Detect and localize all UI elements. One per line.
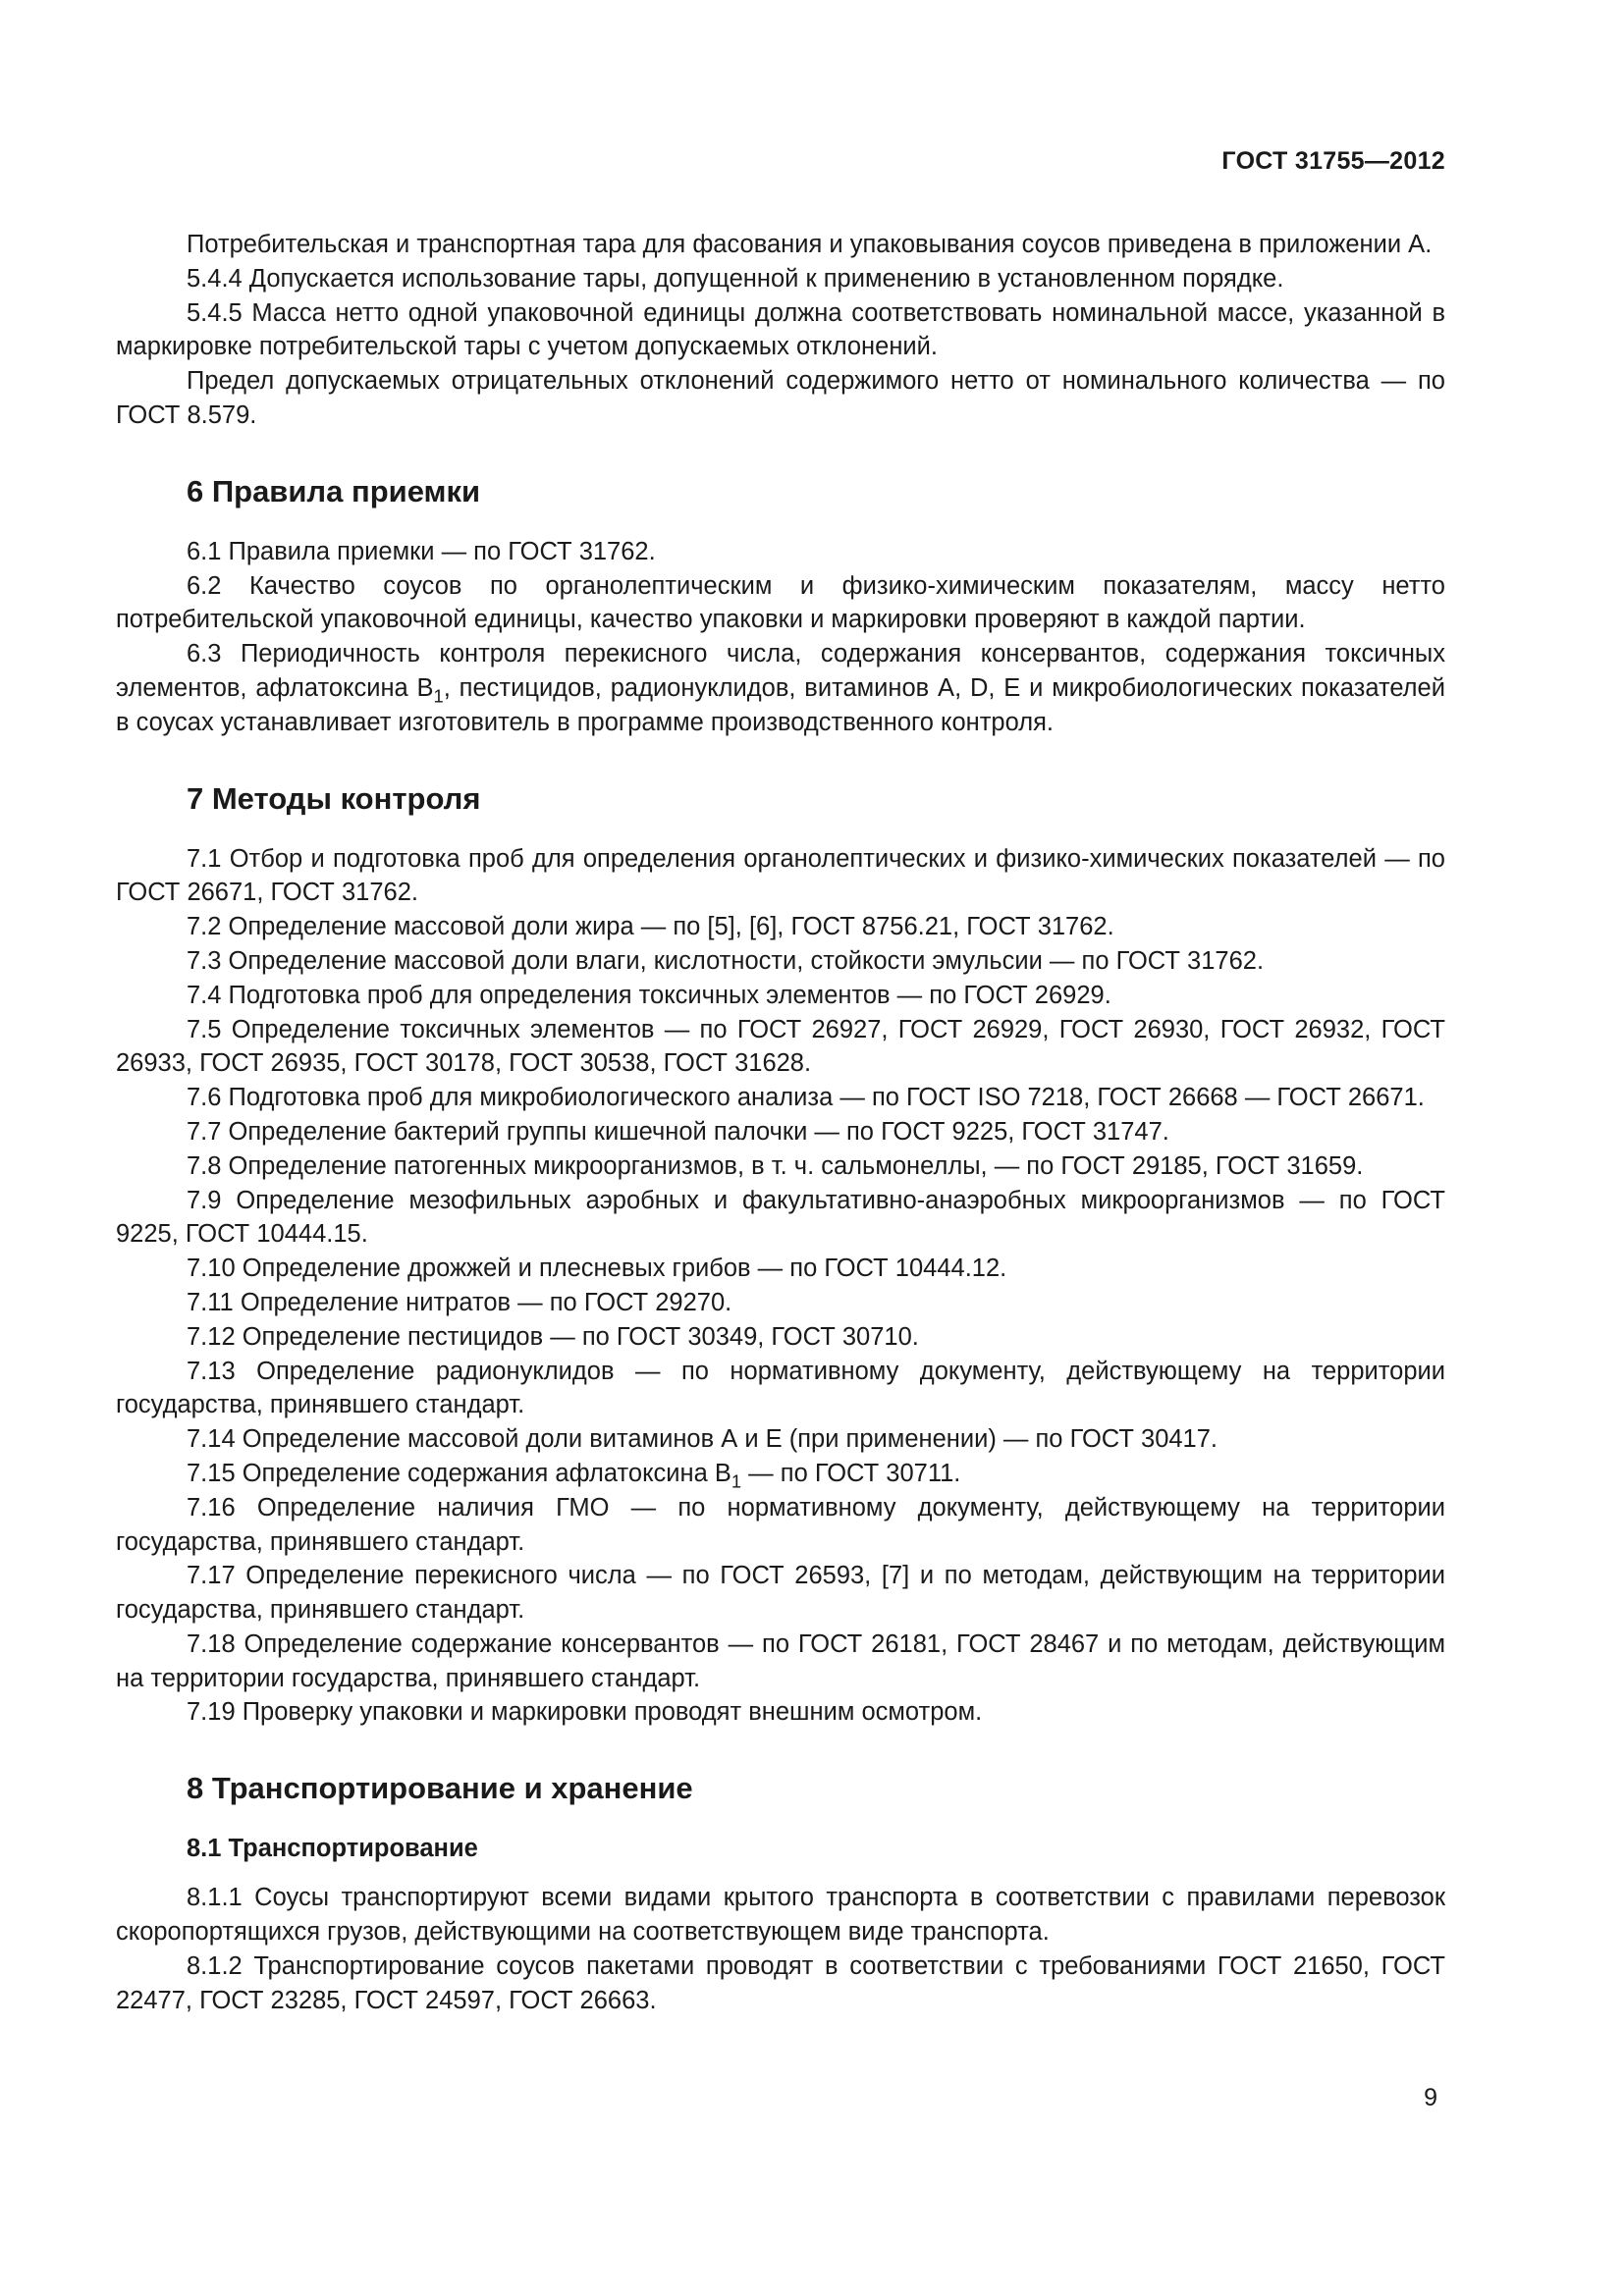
paragraph: 5.4.5 Масса нетто одной упаковочной единицы должна соответствовать номинальной массе, указанной в маркировке потребительской тары с учетом допускаемых отклонений. bbox=[116, 298, 1445, 361]
document-body bbox=[116, 228, 1445, 2017]
paragraph: 6.2 Качество соусов по органолептическим и физико-химическим показателям, массу нетто потребительской упаковочной единицы, качество упаковки и маркировки проверяют в каждой партии. bbox=[116, 571, 1445, 634]
paragraph: Предел допускаемых отрицательных отклонений содержимого нетто от номинального количества — по ГОСТ 8.579. bbox=[116, 367, 1445, 429]
subsection-heading-8-1: 8.1 Транспортирование bbox=[187, 1835, 478, 1863]
paragraph: 7.2 Определение массовой доли жира — по [5], [6], ГОСТ 8756.21, ГОСТ 31762. bbox=[187, 913, 1114, 941]
paragraph: 7.5 Определение токсичных элементов — по ГОСТ 26927, ГОСТ 26929, ГОСТ 26930, ГОСТ 26932, ГОСТ 26933, ГОСТ 26935, ГОСТ 30178, ГОСТ 30538, ГОСТ 31628. bbox=[116, 1015, 1445, 1078]
page-number: 9 bbox=[1424, 2084, 1437, 2111]
subscript: 1 bbox=[731, 1470, 742, 1492]
text-run: 6.3 Периодичность контроля перекисного числа, содержания консервантов, содержания токсичных элементов, афлатоксина В bbox=[116, 640, 1445, 702]
paragraph: 7.7 Определение бактерий группы кишечной палочки — по ГОСТ 9225, ГОСТ 31747. bbox=[187, 1117, 1169, 1146]
paragraph: 7.14 Определение массовой доли витаминов А и Е (при применении) — по ГОСТ 30417. bbox=[187, 1425, 1218, 1454]
paragraph: 7.11 Определение нитратов — по ГОСТ 29270. bbox=[187, 1288, 732, 1316]
paragraph: 7.17 Определение перекисного числа — по ГОСТ 26593, [7] и по методам, действующим на территории государства, принявшего стандарт. bbox=[116, 1562, 1445, 1625]
paragraph bbox=[116, 1457, 1445, 1491]
paragraph: 7.13 Определение радионуклидов — по нормативному документу, действующему на территории государства, принявшего стандарт. bbox=[116, 1357, 1445, 1419]
paragraph: 7.9 Определение мезофильных аэробных и факультативно-анаэробных микроорганизмов — по ГОСТ 9225, ГОСТ 10444.15. bbox=[116, 1186, 1445, 1249]
paragraph: 8.1.2 Транспортирование соусов пакетами проводят в соответствии с требованиями ГОСТ 21650, ГОСТ 22477, ГОСТ 23285, ГОСТ 24597, ГОСТ 26663. bbox=[116, 1951, 1445, 2014]
subscript: 1 bbox=[433, 685, 444, 707]
section-heading-7: 7 Методы контроля bbox=[187, 780, 481, 816]
paragraph: 7.18 Определение содержание консервантов — по ГОСТ 26181, ГОСТ 28467 и по методам, действующим на территории государства, принявшего стандарт. bbox=[116, 1629, 1445, 1692]
paragraph: 7.8 Определение патогенных микроорганизмов, в т. ч. сальмонеллы, — по ГОСТ 29185, ГОСТ 31659. bbox=[187, 1151, 1364, 1180]
paragraph: 6.1 Правила приемки — по ГОСТ 31762. bbox=[187, 537, 656, 565]
text-run: 7.15 Определение содержания афлатоксина В bbox=[187, 1459, 731, 1487]
paragraph: 7.19 Проверку упаковки и маркировки проводят внешним осмотром. bbox=[187, 1698, 983, 1727]
paragraph bbox=[116, 637, 1445, 739]
paragraph: 7.12 Определение пестицидов — по ГОСТ 30349, ГОСТ 30710. bbox=[187, 1322, 919, 1351]
paragraph: 7.16 Определение наличия ГМО — по нормативному документу, действующему на территории государства, принявшего стандарт. bbox=[116, 1493, 1445, 1556]
paragraph: 8.1.1 Соусы транспортируют всеми видами крытого транспорта в соответствии с правилами перевозок скоропортящихся грузов, действующими на соответствующем виде транспорта. bbox=[116, 1884, 1445, 1947]
text-run: — по ГОСТ 30711. bbox=[741, 1459, 961, 1487]
paragraph: 7.3 Определение массовой доли влаги, кислотности, стойкости эмульсии — по ГОСТ 31762. bbox=[187, 946, 1265, 975]
paragraph: 7.4 Подготовка проб для определения токсичных элементов — по ГОСТ 26929. bbox=[187, 981, 1111, 1009]
paragraph: 7.1 Отбор и подготовка проб для определения органолептических и физико-химических показателей — по ГОСТ 26671, ГОСТ 31762. bbox=[116, 844, 1445, 907]
paragraph: 7.6 Подготовка проб для микробиологического анализа — по ГОСТ ISO 7218, ГОСТ 26668 — ГОСТ 26671. bbox=[187, 1084, 1425, 1112]
text-run: , пестицидов, радионуклидов, витаминов А, D, Е и микробиологических показателей в соусах устанавливает изготовитель в программе производственного контроля. bbox=[116, 673, 1445, 736]
paragraph: 7.10 Определение дрожжей и плесневых грибов — по ГОСТ 10444.12. bbox=[187, 1255, 1007, 1283]
section-heading-6: 6 Правила приемки bbox=[187, 473, 481, 508]
paragraph: Потребительская и транспортная тара для фасования и упаковывания соусов приведена в приложении А. bbox=[187, 231, 1433, 258]
section-heading-8: 8 Транспортирование и хранение bbox=[187, 1771, 693, 1806]
document-code-header: ГОСТ 31755—2012 bbox=[1221, 147, 1445, 175]
paragraph: 5.4.4 Допускается использование тары, допущенной к применению в установленном порядке. bbox=[187, 264, 1284, 293]
